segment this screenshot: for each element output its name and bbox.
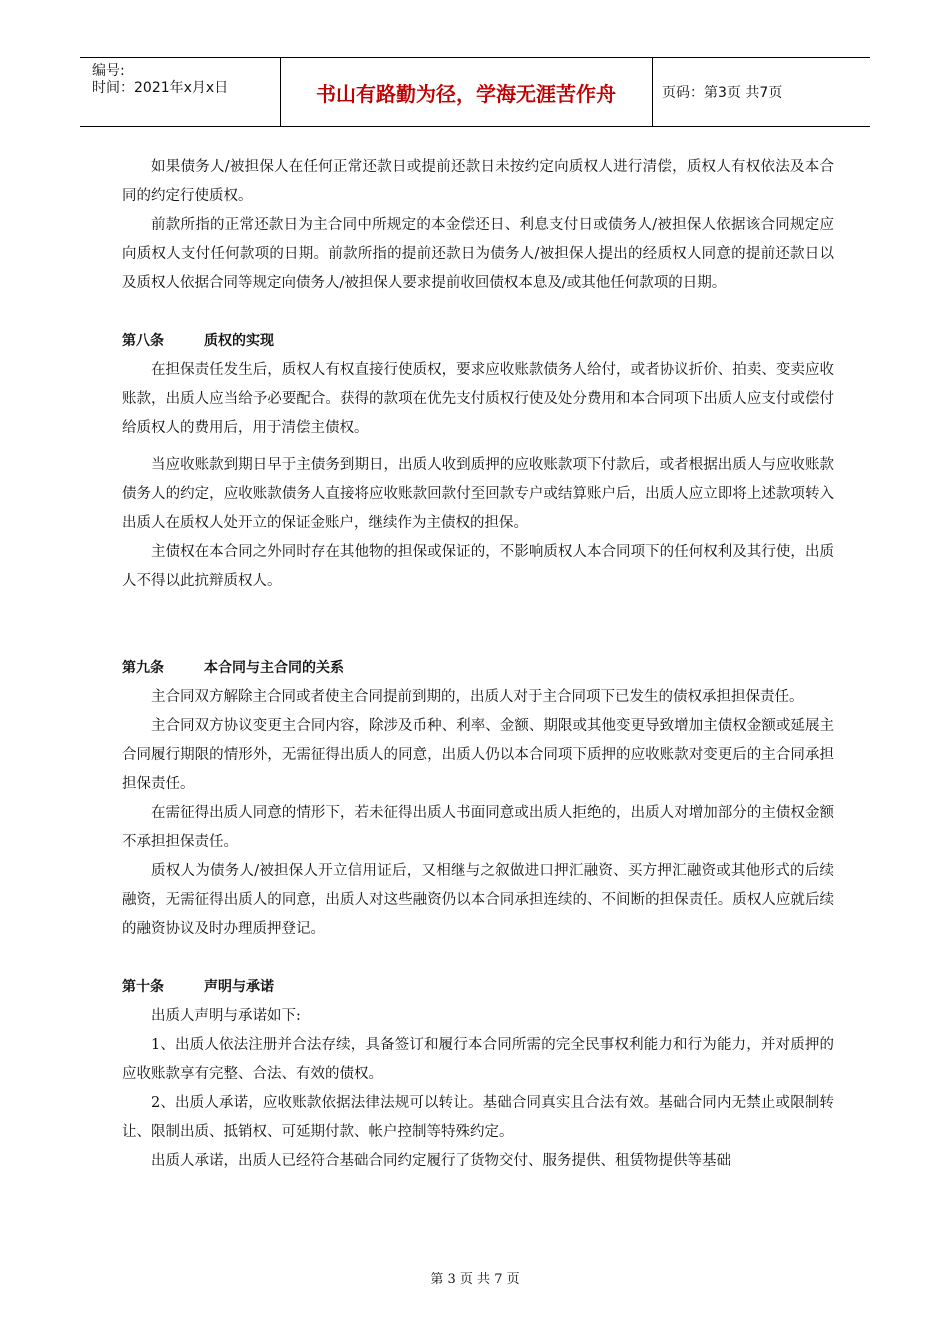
article-paragraph: 主合同双方协议变更主合同内容，除涉及币种、利率、金额、期限或其他变更导致增加主债权金额或延展主合同履行期限的情形外，无需征得出质人的同意，出质人仍以本合同项下质押的应收账款对变更后的主合同承担担保责任。 — [122, 718, 834, 792]
article-heading — [122, 654, 834, 683]
document-body — [122, 153, 834, 1176]
document-number-label: 编号: — [92, 63, 125, 79]
article-title: 本合同与主合同的关系 — [204, 660, 344, 676]
article-heading — [122, 973, 834, 1002]
article-paragraph: 2、出质人承诺，应收账款依据法律法规可以转让。基础合同真实且合法有效。基础合同内无禁止或限制转让、限制出质、抵销权、可延期付款、帐户控制等特殊约定。 — [122, 1095, 834, 1140]
article-number: 第八条 — [122, 333, 164, 349]
article-number: 第十条 — [122, 979, 164, 995]
header-meta — [80, 58, 281, 126]
article-paragraph: 在需征得出质人同意的情形下，若未征得出质人书面同意或出质人拒绝的，出质人对增加部分的主债权金额不承担担保责任。 — [122, 805, 834, 850]
page-footer: 第 3 页 共 7 页 — [430, 1272, 520, 1287]
document-time-label: 时间：2021年x月x日 — [92, 80, 229, 96]
article-heading — [122, 327, 834, 356]
article-paragraph: 出质人承诺，出质人已经符合基础合同约定履行了货物交付、服务提供、租赁物提供等基础 — [151, 1153, 731, 1169]
article-paragraph: 当应收账款到期日早于主债务到期日，出质人收到质押的应收账款项下付款后，或者根据出质人与应收账款债务人的约定，应收账款债务人直接将应收账款回款付至回款专户或结算账户后，出质人应立即将上述款项转入出质人在质权人处开立的保证金账户，继续作为主债权的担保。 — [122, 457, 834, 531]
article-paragraph: 主合同双方解除主合同或者使主合同提前到期的，出质人对于主合同项下已发生的债权承担担保责任。 — [151, 689, 804, 705]
intro-paragraph: 如果债务人/被担保人在任何正常还款日或提前还款日未按约定向质权人进行清偿，质权人有权依法及本合同的约定行使质权。 — [122, 159, 834, 204]
article-paragraph: 质权人为债务人/被担保人开立信用证后，又相继与之叙做进口押汇融资、买方押汇融资或其他形式的后续融资，无需征得出质人的同意，出质人对这些融资仍以本合同承担连续的、不间断的担保责任。质权人应就后续的融资协议及时办理质押登记。 — [122, 863, 834, 937]
header-motto: 书山有路勤为径，学海无涯苦作舟 — [280, 58, 653, 126]
article-paragraph: 出质人声明与承诺如下: — [151, 1008, 301, 1024]
article-paragraph: 1、出质人依法注册并合法存续，具备签订和履行本合同所需的完全民事权利能力和行为能力，并对质押的应收账款享有完整、合法、有效的债权。 — [122, 1037, 834, 1082]
page-header — [80, 57, 870, 127]
article-title: 声明与承诺 — [204, 979, 274, 995]
intro-paragraph: 前款所指的正常还款日为主合同中所规定的本金偿还日、利息支付日或债务人/被担保人依据该合同规定应向质权人支付任何款项的日期。前款所指的提前还款日为债务人/被担保人提出的经质权人同意的提前还款日以及质权人依据合同等规定向债务人/被担保人要求提前收回债权本息及/或其他任何款项的日期。 — [122, 217, 834, 291]
article-title: 质权的实现 — [204, 333, 274, 349]
header-page-info: 页码：第3页 共7页 — [662, 85, 783, 101]
article-number: 第九条 — [122, 660, 164, 676]
article-paragraph: 主债权在本合同之外同时存在其他物的担保或保证的，不影响质权人本合同项下的任何权利及其行使，出质人不得以此抗辩质权人。 — [122, 544, 834, 589]
article-paragraph: 在担保责任发生后，质权人有权直接行使质权，要求应收账款债务人给付，或者协议折价、拍卖、变卖应收账款，出质人应当给予必要配合。获得的款项在优先支付质权行使及处分费用和本合同项下出质人应支付或偿付给质权人的费用后，用于清偿主债权。 — [122, 362, 834, 436]
